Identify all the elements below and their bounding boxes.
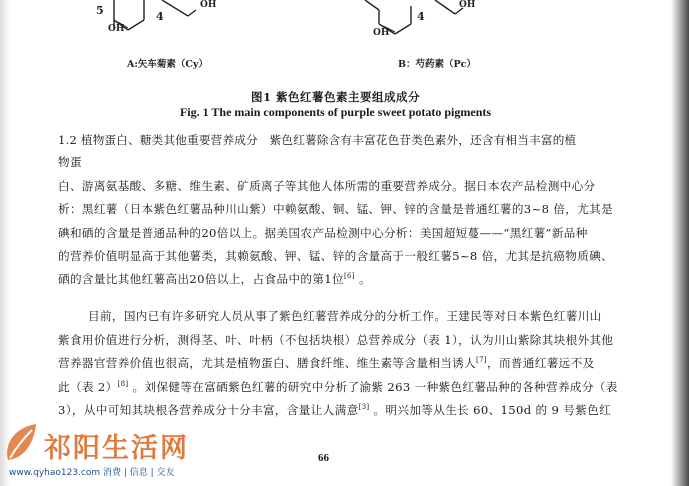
structure-b-caption: B：芍药素（Pc） <box>398 59 476 70</box>
watermark-title: 祁阳生活网 <box>44 433 189 464</box>
line-12-text: 3），从中可知其块根各营养成分十分丰富，含量让人满意 <box>58 403 359 417</box>
paragraph-line-7 <box>58 271 371 287</box>
line-12-end: 。明兴加等从生长 60、150d 的 9 号紫色红 <box>369 403 612 417</box>
structure-b-peonidin <box>355 0 495 45</box>
position-4-label-a: 4 <box>156 10 164 23</box>
line-10-text: 营养器官营养价值也很高，尤其是植物蛋白、膳食纤维、维生素等含量相当诱人 <box>58 356 477 370</box>
citation-6: [6] <box>343 272 355 281</box>
structure-a-caption: A:矢车菊素（Cy） <box>127 59 208 70</box>
paragraph-line-12 <box>58 402 611 418</box>
position-4-label-b: 4 <box>417 10 425 23</box>
section-heading: 1.2 植物蛋白、糖类其他重要营养成分 <box>58 133 258 147</box>
citation-3: [3] <box>358 403 370 412</box>
paragraph-line-4: 析：黑红薯（日本紫色红薯品种川山紫）中赖氨酸、铜、锰、钾、锌的含量是普通红薯的3~8 倍，尤其是 <box>58 202 614 216</box>
figure-caption-english: Fig. 1 The main components of purple sweet potato pigments <box>179 105 492 119</box>
oh-group-bottom-b: OH <box>373 28 390 38</box>
position-5-label: 5 <box>96 4 104 17</box>
citation-8: [8] <box>117 380 129 389</box>
page-left-shadow <box>0 0 10 486</box>
paragraph-line-8: 目前，国内已有许多研究人员从事了紫色红薯营养成分的分析工作。王建民等对日本紫色红薯川山 <box>88 309 602 323</box>
watermark-url: www.qyhao123.com 消费 | 信息 | 交友 <box>9 468 175 478</box>
line-7-text: 硒的含量比其他红薯高出20倍以上，占食品中的第1位 <box>58 272 344 286</box>
oh-group-bottom-a: OH <box>108 24 125 34</box>
watermark-leaf-icon <box>2 420 42 464</box>
paragraph-line-2: 物蛋 <box>58 155 82 169</box>
line-11-text: 此（表 2） <box>58 380 118 394</box>
page-right-shadow <box>671 0 689 486</box>
line-7-end: 。 <box>354 272 371 286</box>
paragraph-line-9: 紫食用价值进行分析，测得茎、叶、叶柄（不包括块根）总营养成分（表 1），认为川山紫除其块根外其他 <box>58 333 614 347</box>
paragraph-line-5: 碘和硒的含量是普通品种的20倍以上。据美国农产品检测中心分析：美国超短蔓——“黑红薯”新品种 <box>58 226 588 240</box>
structure-a-cyanidin <box>88 0 258 45</box>
oh-group-top-b: OH <box>459 0 476 10</box>
line-10-end: ，而普通红薯远不及 <box>487 356 595 370</box>
paragraph-line-1 <box>58 132 576 148</box>
line-1-text: 紫色红薯除含有丰富花色苷类色素外，还含有相当丰富的植 <box>269 133 577 147</box>
page-number: 66 <box>318 452 329 464</box>
paragraph-line-11 <box>58 379 618 395</box>
paragraph-line-10 <box>58 355 595 371</box>
figure-caption-chinese: 图1 紫色红薯色素主要组成成分 <box>250 90 420 104</box>
paragraph-line-6: 的营养价值明显高于其他薯类，其赖氨酸、钾、锰、锌的含量高于一般红薯5~8 倍，尤其是抗癌物质碘、 <box>58 249 614 263</box>
line-11-end: 。刘保健等在富硒紫色红薯的研究中分析了渝紫 263 一种紫色红薯品种的各种营养成分（表 <box>128 380 618 394</box>
structure-a-drawing <box>88 0 258 45</box>
citation-7: [7] <box>476 356 488 365</box>
oh-group-top-a: OH <box>200 0 217 10</box>
paragraph-line-3: 白、游离氨基酸、多糖、维生素、矿质离子等其他人体所需的重要营养成分。据日本农产品检测中心分 <box>58 179 596 193</box>
